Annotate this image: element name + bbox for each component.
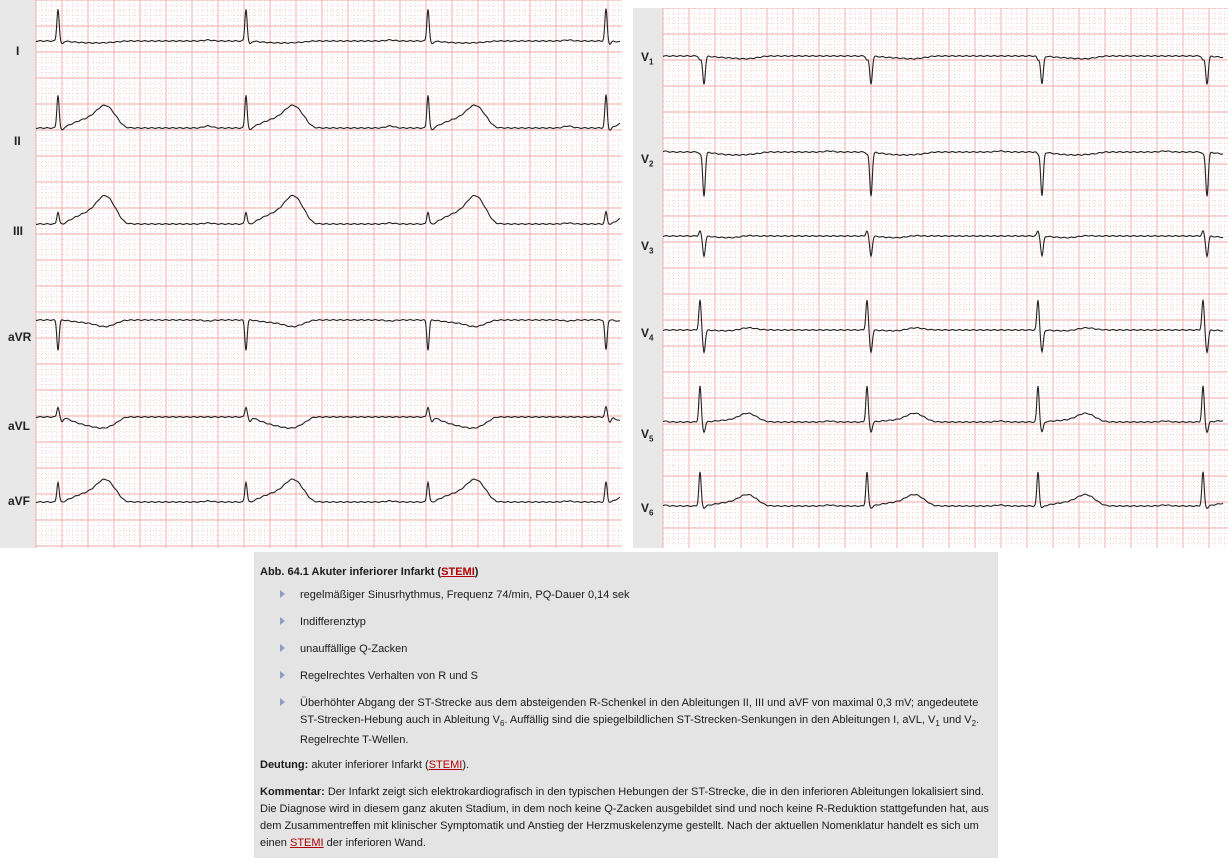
kommentar-label: Kommentar: <box>260 786 325 799</box>
lead-label-i: I <box>16 44 20 58</box>
list-item <box>280 587 992 604</box>
stemi-link-title[interactable]: STEMI <box>441 566 475 578</box>
kommentar-text: Der Infarkt zeigt sich elektrokardiografisch in den typischen Hebungen der ST-Strecke, die in den inferioren Ableitungen lokalisiert sind. Die Diagnose wird in diesem ganz akuten Stadium, in dem noch keine Q-Zacken ausgebildet sind und noch keine R-Reduktion stattgefunden hat, aus dem Zusammentreffen mit klinischer Symptomatik und Anstieg der Herzmuskelenzyme gestellt. Nach der aktuellen Nomenklatur handelt es sich um einen <box>260 786 989 850</box>
deutung-paragraph <box>260 757 992 774</box>
finding-text: unauffällige Q-Zacken <box>300 643 408 655</box>
kommentar-paragraph <box>260 784 992 852</box>
lead-label-v2: $V_2$ <box>641 152 654 169</box>
limb-leads-ecg <box>0 0 622 548</box>
figure-caption <box>254 552 998 858</box>
finding-text: regelmäßiger Sinusrhythmus, Frequenz 74/min, PQ-Dauer 0,14 sek <box>300 589 630 601</box>
finding-text: . Auffällig sind die spiegelbildlichen ST-Strecken-Senkungen in den Ableitungen I, aVL, V <box>504 714 936 726</box>
triangle-bullet-icon <box>280 698 285 706</box>
chest-leads-panel <box>633 8 1228 548</box>
lead-label-iii: III <box>13 224 24 238</box>
findings-list <box>260 587 992 749</box>
finding-sub: 2 <box>971 719 977 729</box>
caption-title-text: Abb. 64.1 Akuter inferiorer Infarkt ( <box>260 566 442 578</box>
finding-sub: 6 <box>499 719 505 729</box>
list-item <box>280 641 992 658</box>
finding-text: Überhöhter Abgang der ST-Strecke aus dem absteigenden R-Schenkel in den Ableitungen II, III und aVF von maximal 0,3 mV; angedeutete ST-Strecken-Hebung auch in Ableitung V <box>300 697 979 726</box>
deutung-label: Deutung: <box>260 759 309 772</box>
triangle-bullet-icon <box>280 644 285 652</box>
deutung-text: akuter inferiorer Infarkt ( <box>308 759 429 772</box>
kommentar-end: der inferioren Wand. <box>323 837 426 850</box>
list-item <box>280 614 992 631</box>
stemi-link-kommentar[interactable]: STEMI <box>289 837 324 850</box>
lead-label-avf: aVF <box>8 494 31 508</box>
list-item <box>280 695 992 749</box>
lead-label-ii: II <box>14 134 21 148</box>
finding-sub: 1 <box>935 719 940 729</box>
lead-label-v3: $V_3$ <box>641 239 654 256</box>
finding-text: Indifferenztyp <box>300 616 366 628</box>
finding-text: Regelrechtes Verhalten von R und S <box>300 670 478 682</box>
lead-label-v6: $V_6$ <box>641 501 654 518</box>
deutung-end: ). <box>462 759 470 772</box>
lead-label-avl: aVL <box>8 419 31 433</box>
list-item <box>280 668 992 685</box>
finding-text: . Regelrechte T-Wellen. <box>300 714 980 747</box>
finding-text: und V <box>939 714 972 726</box>
triangle-bullet-icon <box>280 617 285 625</box>
triangle-bullet-icon <box>280 671 285 679</box>
limb-leads-panel <box>0 0 622 548</box>
lead-label-v1: $V_1$ <box>641 50 654 67</box>
caption-title-end: ) <box>474 566 479 578</box>
chest-leads-ecg <box>633 8 1228 548</box>
lead-label-v5: $V_5$ <box>641 427 654 444</box>
caption-title <box>260 564 992 581</box>
stemi-link-deutung[interactable]: STEMI <box>428 759 463 772</box>
triangle-bullet-icon <box>280 590 285 598</box>
lead-label-avr: aVR <box>8 330 32 344</box>
lead-label-v4: $V_4$ <box>641 326 654 343</box>
